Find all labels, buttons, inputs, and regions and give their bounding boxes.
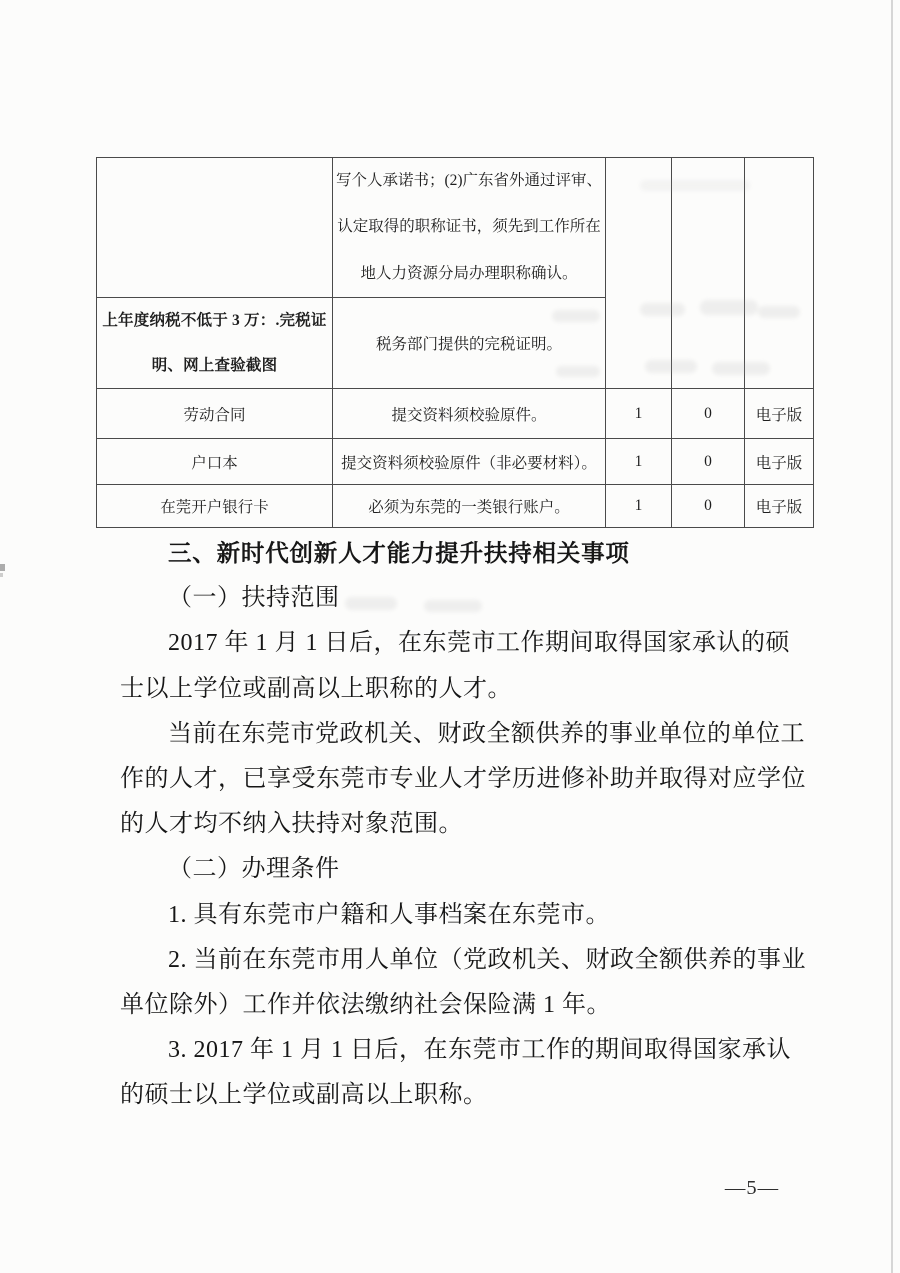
list-item-line: 单位除外）工作并依法缴纳社会保险满 1 年。	[120, 991, 611, 1018]
scan-edge-line	[891, 0, 893, 1273]
table-row	[97, 485, 814, 528]
cell-merged-empty	[672, 158, 745, 389]
cell-material: 劳动合同	[97, 389, 333, 439]
cell-requirement: 必须为东莞的一类银行账户。	[333, 485, 606, 528]
section-heading: 三、新时代创新人才能力提升扶持相关事项	[168, 540, 630, 566]
requirement-line: 认定取得的职称证书，须先到工作所在	[337, 218, 601, 236]
material-line: 明、网上查验截图	[151, 357, 278, 375]
cell-count: 0	[672, 439, 745, 485]
scan-artifact	[552, 310, 600, 322]
cell-count: 1	[606, 439, 672, 485]
scan-artifact	[640, 303, 685, 316]
cell-count: 0	[672, 485, 745, 528]
cell-material: 户口本	[97, 439, 333, 485]
scan-artifact	[700, 300, 758, 315]
table-row	[97, 158, 814, 298]
cell-merged-empty	[606, 158, 672, 389]
cell-material	[97, 298, 333, 389]
table-row	[97, 439, 814, 485]
paragraph-line: 作的人才，已享受东莞市专业人才学历进修补助并取得对应学位	[120, 765, 806, 792]
cell-material-empty	[97, 158, 333, 298]
scan-artifact	[758, 306, 800, 318]
scan-artifact	[712, 362, 770, 375]
paragraph-line: 2017 年 1 月 1 日后，在东莞市工作期间取得国家承认的硕	[168, 630, 790, 657]
list-item-line: 2. 当前在东莞市用人单位（党政机关、财政全额供养的事业	[168, 946, 806, 973]
materials-table	[96, 157, 814, 528]
paragraph-line: 的人才均不纳入扶持对象范围。	[120, 811, 463, 838]
material-line: 上年度纳税不低于 3 万：.完税证	[102, 312, 327, 330]
cell-format: 电子版	[745, 389, 814, 439]
scan-artifact	[645, 360, 697, 373]
cell-requirement: 提交资料须校验原件（非必要材料）。	[333, 439, 606, 485]
requirement-line: 写个人承诺书；(2)广东省外通过评审、	[335, 172, 603, 189]
scan-artifact	[556, 366, 600, 377]
paragraph-line: 士以上学位或副高以上职称的人才。	[120, 675, 512, 702]
document-body	[120, 531, 832, 1118]
scan-artifact	[0, 573, 3, 577]
scan-artifact	[640, 180, 750, 191]
cell-requirement	[333, 158, 606, 298]
scan-artifact	[424, 600, 482, 612]
cell-format: 电子版	[745, 485, 814, 528]
cell-merged-empty	[745, 158, 814, 389]
list-item-line: 3. 2017 年 1 月 1 日后，在东莞市工作的期间取得国家承认	[168, 1037, 791, 1064]
cell-material: 在莞开户银行卡	[97, 485, 333, 528]
page-number: —5—	[724, 1177, 780, 1199]
cell-requirement: 税务部门提供的完税证明。	[333, 298, 606, 389]
cell-format: 电子版	[745, 439, 814, 485]
list-item-line: 的硕士以上学位或副高以上职称。	[120, 1082, 488, 1109]
list-item-line: 1. 具有东莞市户籍和人事档案在东莞市。	[168, 901, 610, 928]
cell-requirement: 提交资料须校验原件。	[333, 389, 606, 439]
scan-artifact	[345, 597, 397, 610]
subsection-heading: （一）扶持范围	[168, 585, 340, 612]
cell-count: 1	[606, 485, 672, 528]
paragraph-line: 当前在东莞市党政机关、财政全额供养的事业单位的单位工	[168, 720, 805, 747]
scan-artifact	[0, 564, 5, 571]
subsection-heading: （二）办理条件	[168, 856, 340, 883]
cell-count: 1	[606, 389, 672, 439]
table-row	[97, 389, 814, 439]
cell-count: 0	[672, 389, 745, 439]
requirement-line: 地人力资源分局办理职称确认。	[360, 264, 578, 282]
